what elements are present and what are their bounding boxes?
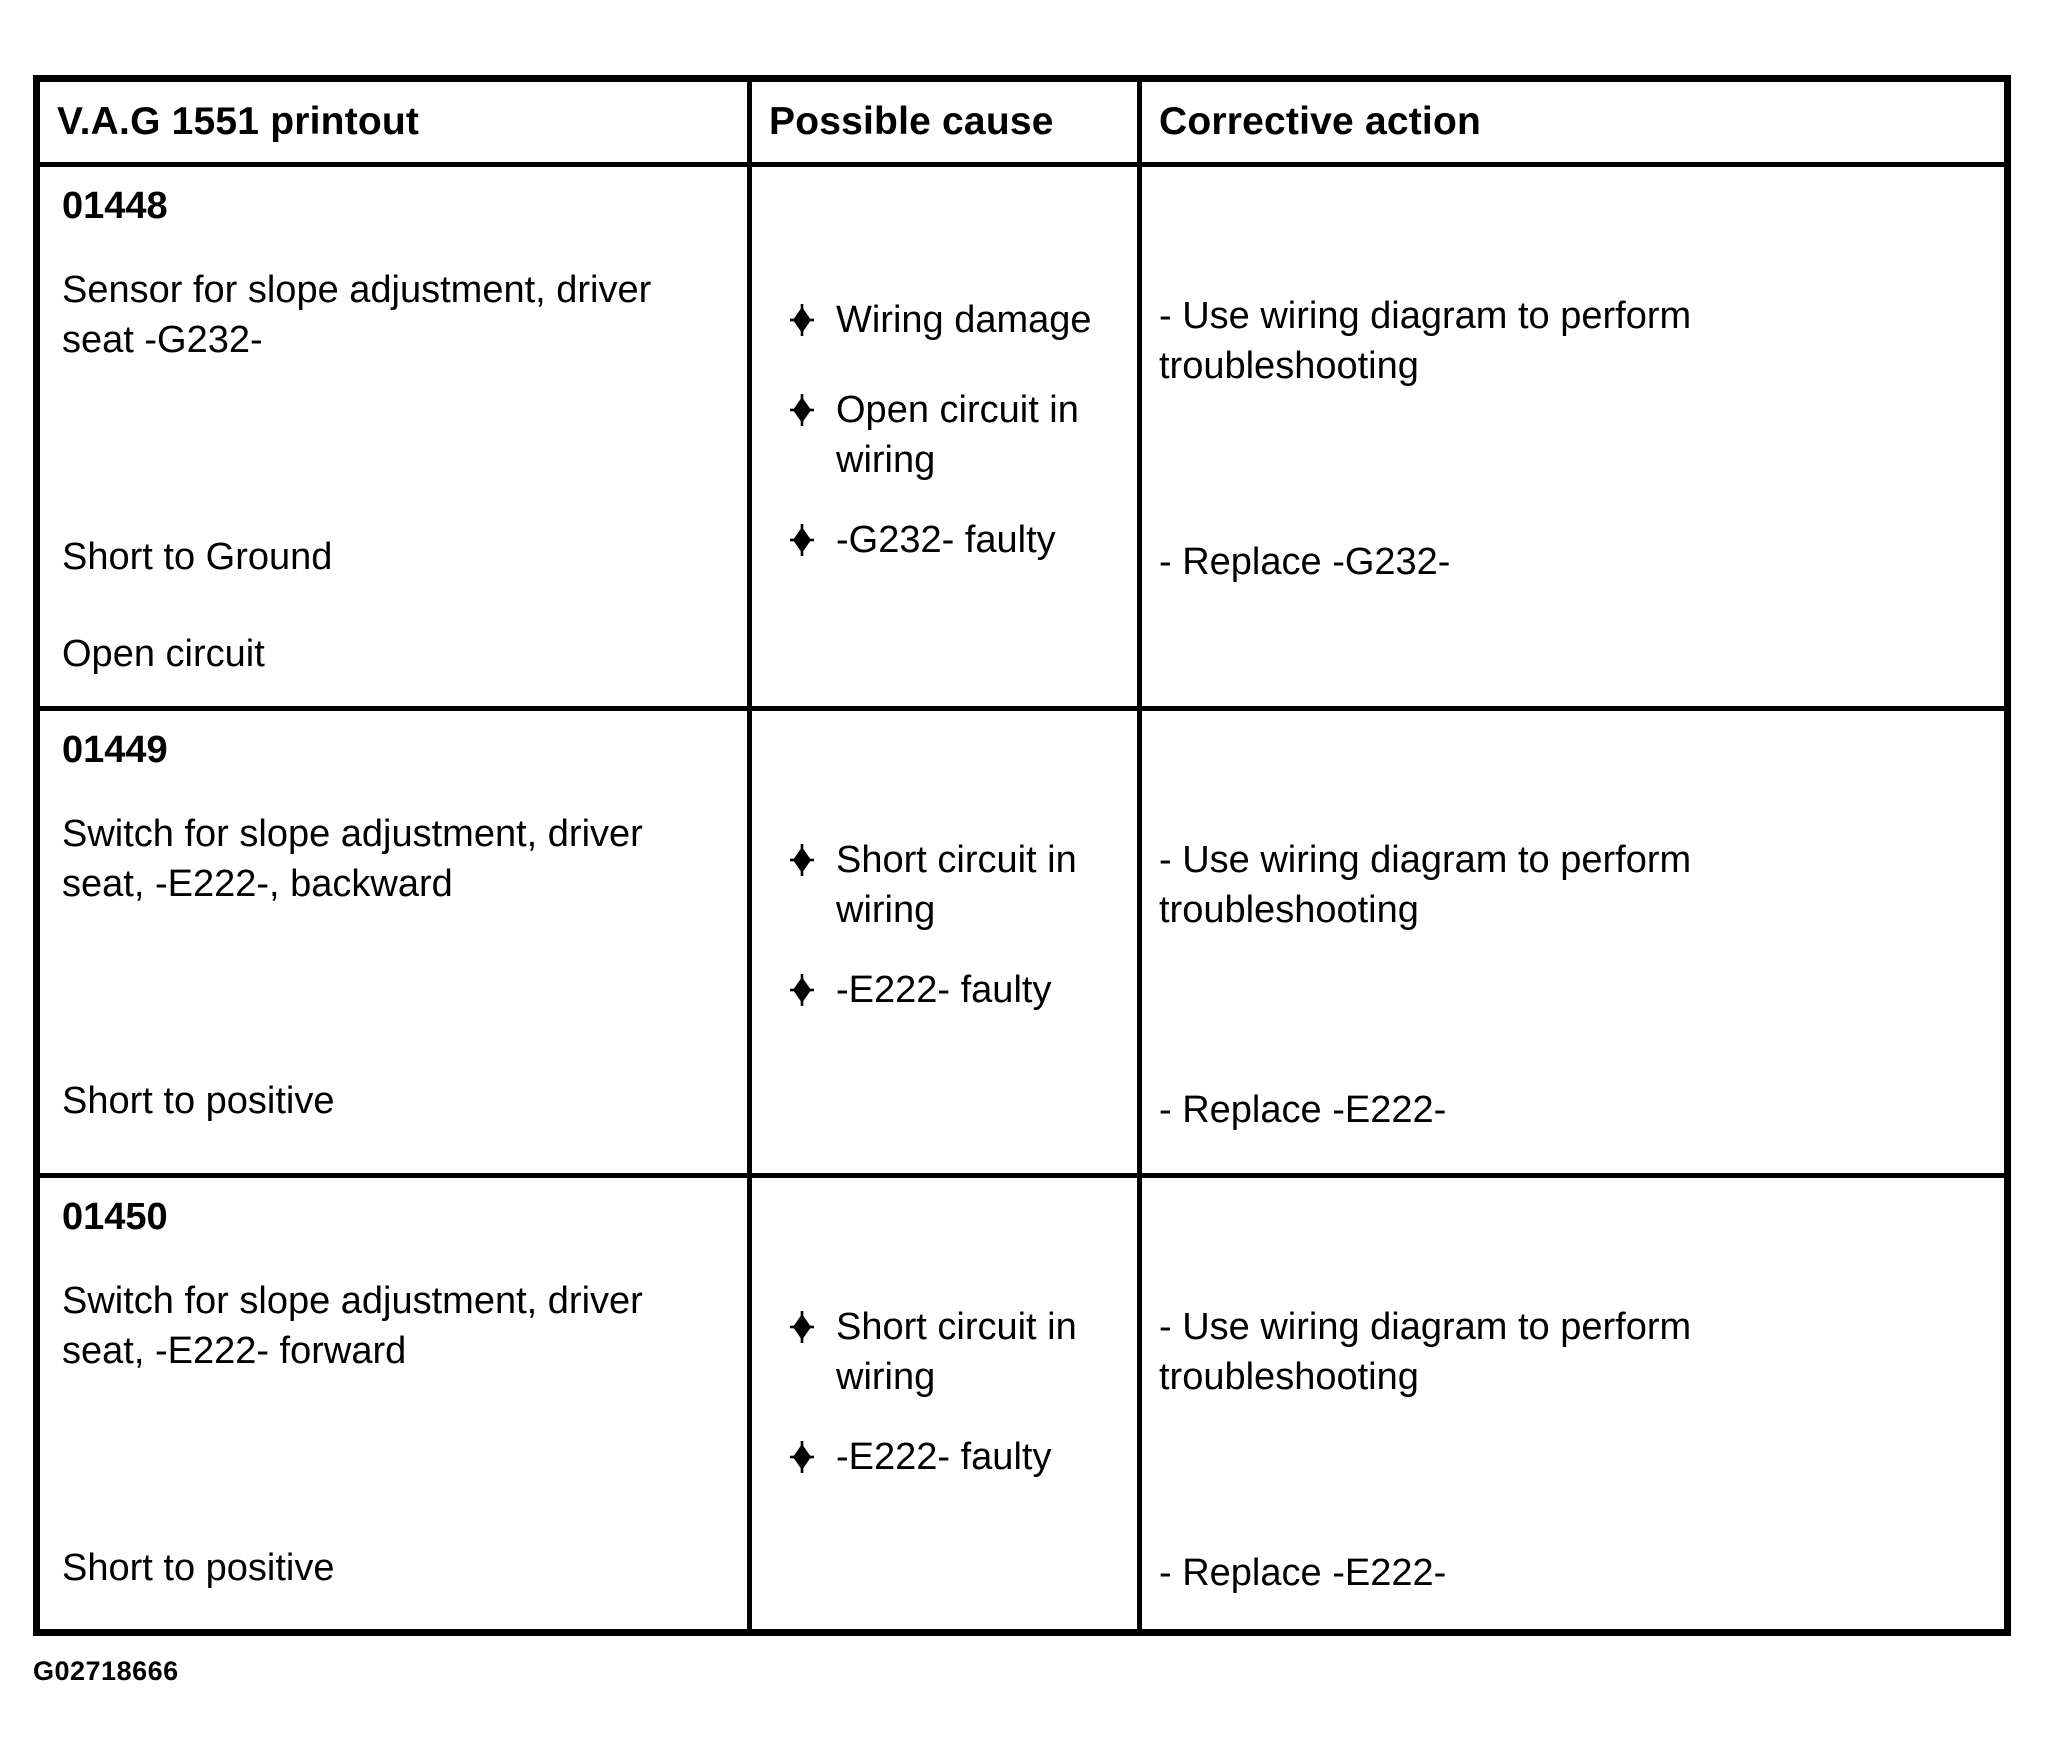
dtc-condition: Short to positive <box>62 1547 335 1589</box>
cause-item <box>790 385 1131 485</box>
figure-id: G02718666 <box>33 1656 179 1686</box>
header-corrective-action <box>1142 82 2004 167</box>
cause-text: Short circuit in wiring <box>836 839 1077 931</box>
header-printout <box>40 82 752 167</box>
cell-01449-causes <box>752 711 1142 1178</box>
dtc-condition: Short to positive <box>62 1080 335 1122</box>
action-text: - Use wiring diagram to perform troubleshooting <box>1159 295 1702 387</box>
cause-item <box>790 1302 1131 1402</box>
dtc-code: 01450 <box>62 1196 168 1238</box>
cause-text: -G232- faulty <box>836 519 1056 561</box>
diamond-bullet-icon <box>790 974 814 1011</box>
cell-01450-actions <box>1142 1178 2004 1629</box>
diamond-bullet-icon <box>790 524 814 561</box>
dtc-code: 01448 <box>62 185 168 227</box>
header-corrective-action-label: Corrective action <box>1159 100 1482 143</box>
action-text: - Replace -E222- <box>1159 1089 1447 1131</box>
action-text: - Use wiring diagram to perform troubleshooting <box>1159 1306 1702 1398</box>
cause-text: Open circuit in wiring <box>836 389 1079 481</box>
cell-01449-printout <box>40 711 752 1178</box>
action-text: - Use wiring diagram to perform troubleshooting <box>1159 839 1702 931</box>
cell-01450-printout <box>40 1178 752 1629</box>
dtc-condition: Short to Ground <box>62 536 333 578</box>
header-possible-cause <box>752 82 1142 167</box>
dtc-description: Switch for slope adjustment, driver seat, -E222-, backward <box>62 813 654 905</box>
cell-01448-causes <box>752 167 1142 711</box>
diamond-bullet-icon <box>790 1441 814 1478</box>
cause-item <box>790 1432 1131 1482</box>
cause-text: Short circuit in wiring <box>836 1306 1077 1398</box>
diamond-bullet-icon <box>790 304 814 341</box>
dtc-description: Sensor for slope adjustment, driver seat -G232- <box>62 269 662 361</box>
cause-text: Wiring damage <box>836 299 1092 341</box>
diamond-bullet-icon <box>790 1311 814 1348</box>
cell-01450-causes <box>752 1178 1142 1629</box>
diamond-bullet-icon <box>790 844 814 881</box>
dtc-description: Switch for slope adjustment, driver seat, -E222- forward <box>62 1280 654 1372</box>
cause-text: -E222- faulty <box>836 1436 1052 1478</box>
cause-item <box>790 835 1131 935</box>
header-printout-label: V.A.G 1551 printout <box>57 100 420 143</box>
cause-text: -E222- faulty <box>836 969 1052 1011</box>
cell-01448-actions <box>1142 167 2004 711</box>
dtc-code: 01449 <box>62 729 168 771</box>
cause-item <box>790 515 1131 565</box>
cell-01449-actions <box>1142 711 2004 1178</box>
dtc-condition: Open circuit <box>62 633 265 675</box>
diamond-bullet-icon <box>790 394 814 431</box>
action-text: - Replace -G232- <box>1159 541 1451 583</box>
cell-01448-printout <box>40 167 752 711</box>
cause-item <box>790 295 1131 345</box>
cause-item <box>790 965 1131 1015</box>
action-text: - Replace -E222- <box>1159 1552 1447 1594</box>
header-possible-cause-label: Possible cause <box>769 100 1054 143</box>
dtc-table <box>33 75 2011 1636</box>
